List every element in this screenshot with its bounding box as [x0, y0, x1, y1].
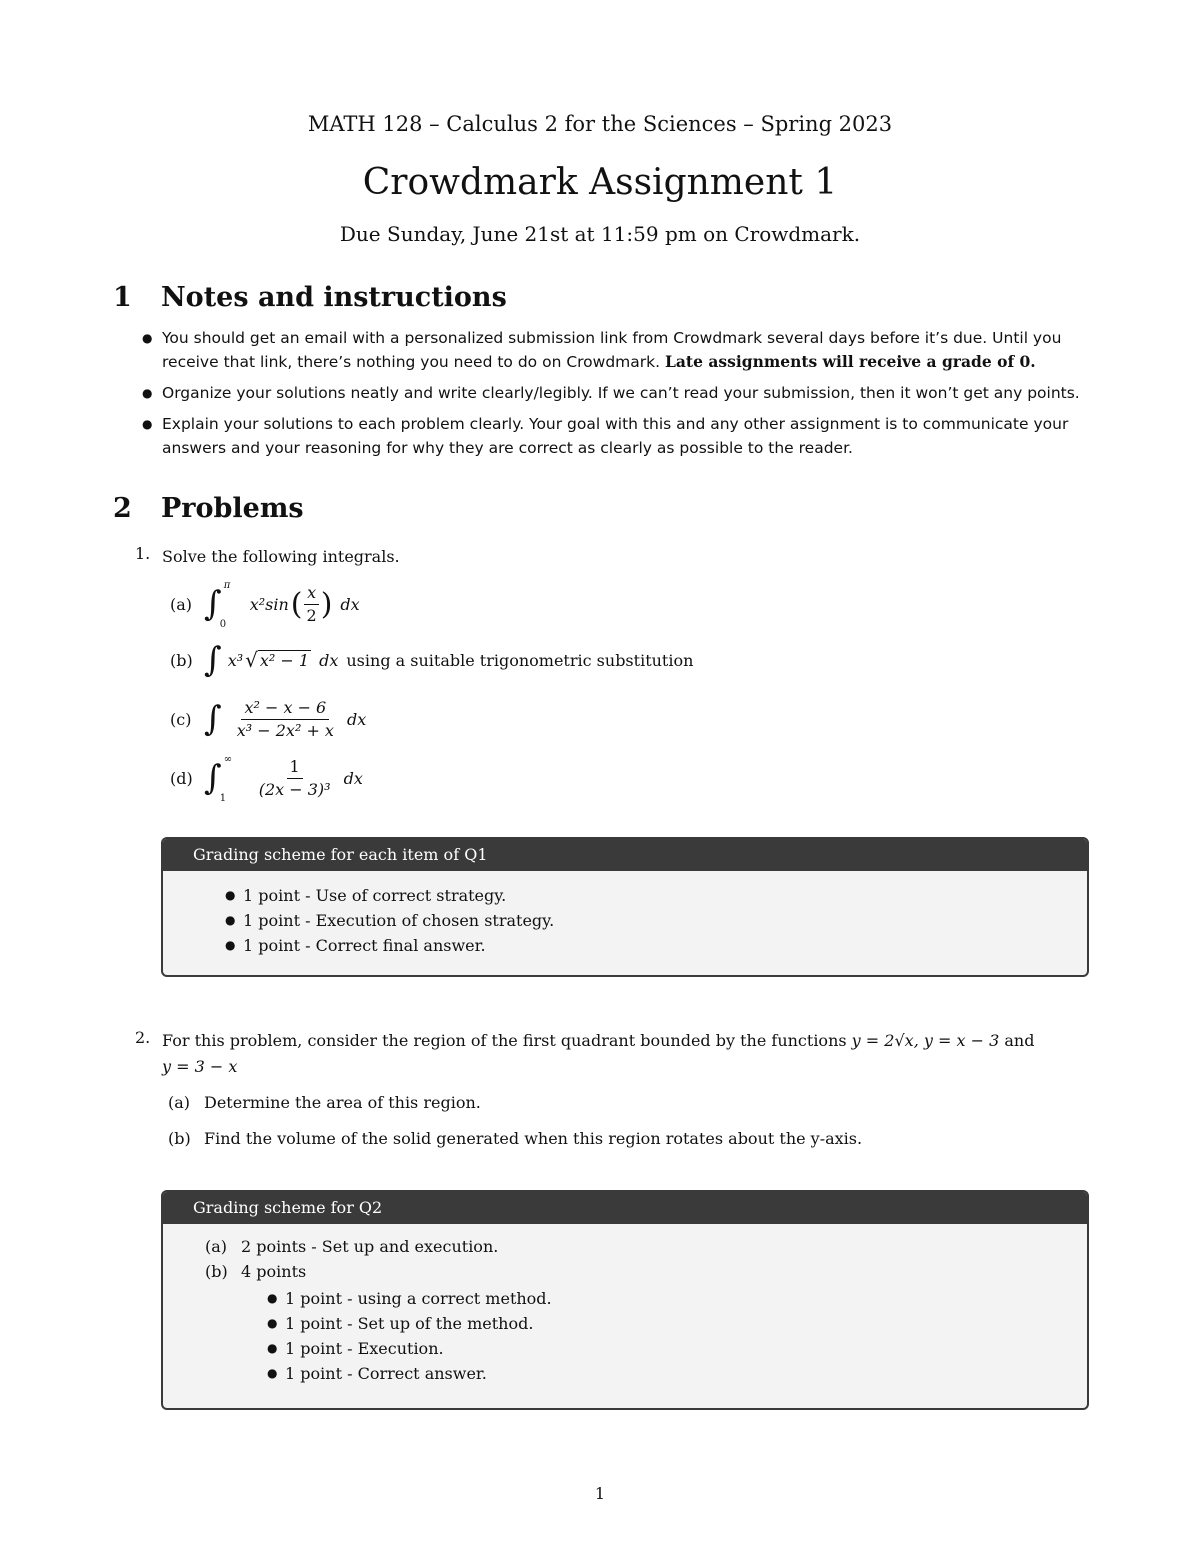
notes-list — [140, 326, 1095, 467]
problem-2 — [135, 1028, 1095, 1080]
lower-limit: 0 — [219, 619, 227, 630]
grading-item: ● 1 point - Use of correct strategy. — [243, 883, 1087, 908]
part-note: using a suitable trigonometric substitution — [346, 650, 694, 670]
part-label: (c) — [170, 709, 192, 729]
problem-text: Solve the following integrals. — [162, 547, 400, 566]
radicand: x² − 1 — [259, 651, 310, 670]
note-item — [140, 326, 1095, 374]
bullet-icon: ● — [267, 1316, 278, 1330]
fraction — [304, 582, 320, 627]
grading-item: ● 1 point - Correct final answer. — [243, 933, 1087, 958]
integral-sign-icon: ∫ — [204, 640, 222, 680]
integral-limits — [219, 580, 242, 630]
grading-subitem: ● 1 point - Correct answer. — [285, 1361, 1087, 1386]
upper-limit: ∞ — [223, 754, 233, 765]
denominator: x³ − 2x² + x — [236, 720, 334, 740]
grading-subitem: ● 1 point - using a correct method. — [285, 1286, 1087, 1311]
part-label: (a) — [170, 594, 193, 614]
part-text: Find the volume of the solid generated when this region rotates about the y-axis. — [204, 1129, 863, 1148]
bullet-icon: ● — [267, 1341, 278, 1355]
bullet-icon: ● — [225, 938, 236, 952]
bullet-icon: ● — [142, 417, 153, 431]
grading-box-q2 — [161, 1190, 1089, 1410]
bullet-icon: ● — [142, 386, 153, 400]
integral-sign-icon: ∫ — [204, 758, 222, 798]
problem-number: 1. — [135, 544, 151, 563]
note-item — [140, 412, 1095, 460]
bullet-icon: ● — [225, 913, 236, 927]
numerator: x — [304, 582, 319, 605]
page-number: 1 — [594, 1484, 606, 1503]
assignment-title: Crowdmark Assignment 1 — [362, 162, 838, 203]
grading-box-title: Grading scheme for Q2 — [163, 1192, 1087, 1224]
bullet-icon: ● — [267, 1366, 278, 1380]
section-title: Notes and instructions — [161, 282, 507, 313]
grading-subitem: ● 1 point - Set up of the method. — [285, 1311, 1087, 1336]
note-item — [140, 381, 1095, 405]
note-text: Organize your solutions neatly and write clearly/legibly. If we can’t read your submission, then it won’t get any points. — [162, 384, 1080, 402]
part-label: (b) — [170, 650, 193, 670]
grading-item: (b) 4 points — [205, 1262, 307, 1281]
integral-limits — [219, 754, 242, 804]
sqrt-icon: √ — [245, 648, 258, 672]
differential: dx — [319, 650, 339, 670]
problem-2-part-b — [168, 1129, 862, 1148]
fraction — [256, 756, 334, 801]
part-label: (a) — [168, 1093, 191, 1112]
bullet-icon: ● — [225, 888, 236, 902]
integral-sign-icon: ∫ — [204, 699, 222, 739]
integral-sign-icon: ∫ — [204, 584, 222, 624]
problem-text: For this problem, consider the region of the first quadrant bounded by the functions y = 2√x, y = x − 3 and y = 3 − x — [162, 1031, 1035, 1076]
part-label: (d) — [170, 768, 193, 788]
differential: dx — [340, 594, 360, 614]
numerator: 1 — [287, 756, 303, 779]
grading-item: (a) 2 points - Set up and execution. — [205, 1237, 499, 1256]
section-notes-heading — [113, 282, 507, 313]
left-paren-icon: ( — [290, 586, 303, 622]
problem-number: 2. — [135, 1028, 151, 1047]
grading-item: ● 1 point - Execution of chosen strategy. — [243, 908, 1087, 933]
differential: dx — [346, 709, 367, 729]
function-3: y = 3 − x — [162, 1057, 238, 1076]
integrand: x³ — [227, 650, 244, 670]
note-text: You should get an email with a personalized submission link from Crowdmark several days before it’s due. Until you receive that link, there’s nothing you need to do on Crowdmark. — [162, 329, 1062, 371]
section-title: Problems — [161, 493, 304, 524]
section-number: 2 — [113, 493, 132, 524]
note-bold: Late assignments will receive a grade of 0. — [664, 352, 1036, 371]
course-header: MATH 128 – Calculus 2 for the Sciences – Spring 2023 — [307, 112, 893, 136]
section-number: 1 — [113, 282, 132, 313]
bullet-icon: ● — [142, 331, 153, 345]
right-paren-icon: ) — [320, 586, 333, 622]
integral-d — [170, 752, 363, 804]
grading-box-q1 — [161, 837, 1089, 977]
integral-b — [170, 640, 693, 680]
numerator: x² − x − 6 — [241, 697, 329, 720]
note-text: Explain your solutions to each problem clearly. Your goal with this and any other assignment is to communicate your answers and your reasoning for why they are correct as clearly as possible to the reader. — [162, 415, 1069, 457]
grading-subitem: ● 1 point - Execution. — [285, 1336, 1087, 1361]
section-problems-heading — [113, 493, 304, 524]
part-text: Determine the area of this region. — [204, 1093, 481, 1112]
integrand: x²sin — [249, 594, 289, 614]
upper-limit: π — [223, 580, 231, 591]
part-label: (b) — [168, 1129, 191, 1148]
function-list: y = 2√x, y = x − 3 — [851, 1031, 1000, 1050]
denominator: (2x − 3)³ — [258, 779, 331, 799]
integral-c — [170, 694, 366, 744]
problem-2-part-a — [168, 1093, 481, 1112]
problem-1 — [135, 544, 1095, 570]
fraction — [234, 697, 337, 742]
bullet-icon: ● — [267, 1291, 278, 1305]
due-date: Due Sunday, June 21st at 11:59 pm on Crowdmark. — [339, 222, 861, 246]
differential: dx — [343, 768, 363, 788]
lower-limit: 1 — [219, 793, 227, 804]
grading-box-title: Grading scheme for each item of Q1 — [163, 839, 1087, 871]
denominator: 2 — [306, 605, 317, 625]
integral-a — [170, 580, 360, 628]
